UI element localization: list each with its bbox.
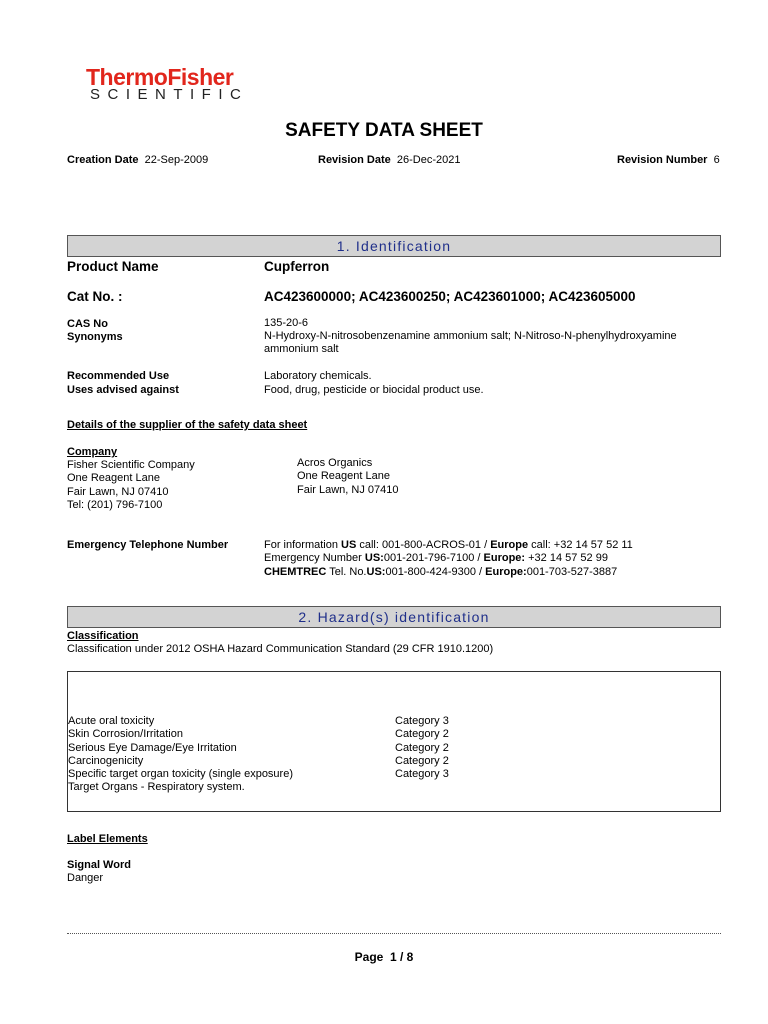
company-2-line: Acros Organics: [297, 457, 373, 469]
hazard-categories: [395, 715, 449, 781]
hazard-name: Carcinogenicity: [68, 754, 144, 767]
emergency-line-2: [264, 552, 633, 565]
uses-against-value: Food, drug, pesticide or biocidal product use.: [264, 384, 484, 396]
cas-no-value: 135-20-6: [264, 317, 309, 329]
em-bold: CHEMTREC: [264, 565, 327, 578]
signal-word-value: Danger: [67, 872, 104, 884]
em-text: Tel. No.: [326, 565, 367, 578]
em-text: call: +32 14 57 52 11: [528, 539, 633, 551]
classification-heading: Classification: [67, 630, 139, 642]
company-1-address: [67, 459, 195, 512]
em-bold: US: [341, 539, 357, 551]
revision-date-value: 26-Dec-2021: [396, 154, 461, 166]
recommended-use-label: Recommended Use: [67, 370, 170, 382]
emergency-line-3: [264, 566, 633, 579]
em-bold: Europe: [490, 539, 529, 551]
company-1-line: One Reagent Lane: [67, 472, 160, 485]
company-1-line: Fair Lawn, NJ 07410: [67, 485, 169, 498]
company-1-line: Tel: (201) 796-7100: [67, 498, 163, 511]
hazard-category: Category 3: [395, 768, 449, 781]
hazard-category: Category 2: [395, 741, 449, 754]
em-text: Emergency Number: [264, 552, 365, 565]
revision-number: [617, 154, 720, 166]
creation-date: [67, 154, 208, 166]
cat-no-label: Cat No. :: [67, 289, 123, 304]
thermofisher-logo: ThermoFisher: [86, 64, 234, 90]
scientific-logo-text: SCIENTIFIC: [90, 86, 249, 103]
synonyms-label: Synonyms: [67, 331, 123, 343]
supplier-heading: Details of the supplier of the safety data sheet: [67, 419, 308, 431]
em-text: call: 001-800-ACROS-01 /: [356, 539, 491, 551]
company-1-line: Fisher Scientific Company: [67, 459, 195, 471]
hazard-list: [68, 715, 293, 795]
cas-no-label: CAS No: [67, 318, 108, 330]
hazard-category: Category 3: [395, 715, 449, 727]
recommended-use-value: Laboratory chemicals.: [264, 370, 372, 382]
revision-date: [318, 154, 460, 166]
company-2-line: Fair Lawn, NJ 07410: [297, 483, 399, 496]
emergency-phone-label: Emergency Telephone Number: [67, 539, 229, 551]
page-value: 1 / 8: [390, 950, 414, 964]
company-2-line: One Reagent Lane: [297, 470, 390, 483]
label-elements-heading: Label Elements: [67, 833, 148, 845]
company-heading: Company: [67, 446, 118, 458]
emergency-phone-values: [264, 539, 633, 579]
product-name-value: Cupferron: [264, 259, 330, 274]
hazard-name: Specific target organ toxicity (single exposure): [68, 768, 293, 781]
section-1-heading: 1. Identification: [67, 235, 721, 257]
classification-text: Classification under 2012 OSHA Hazard Communication Standard (29 CFR 1910.1200): [67, 643, 494, 655]
footer-divider: [67, 933, 721, 934]
em-bold: US:: [366, 565, 386, 578]
hazard-name: Serious Eye Damage/Eye Irritation: [68, 741, 237, 754]
signal-word-label: Signal Word: [67, 859, 131, 871]
hazard-name: Skin Corrosion/Irritation: [68, 728, 183, 741]
em-text: 001-201-796-7100 /: [383, 552, 484, 565]
em-text: 001-800-424-9300 /: [385, 565, 486, 578]
revision-number-value: 6: [713, 154, 720, 166]
page-label: Page: [354, 950, 384, 964]
creation-date-value: 22-Sep-2009: [144, 154, 209, 166]
em-text: 001-703-527-3887: [526, 565, 618, 578]
em-bold: Europe:: [485, 565, 527, 578]
synonyms-line-2: ammonium salt: [264, 343, 339, 355]
revision-number-label: Revision Number: [617, 154, 708, 166]
document-title: SAFETY DATA SHEET: [285, 120, 483, 141]
cat-no-value: AC423600000; AC423600250; AC423601000; AC423605000: [264, 289, 636, 304]
company-2-address: [297, 457, 399, 497]
page-number: [0, 950, 768, 964]
synonyms-line-1: N-Hydroxy-N-nitrosobenzenamine ammonium salt; N-Nitroso-N-phenylhydroxyamine: [264, 330, 677, 342]
em-text: For information: [264, 539, 342, 551]
hazard-category: Category 2: [395, 728, 449, 741]
product-name-label: Product Name: [67, 259, 159, 274]
em-bold: US:: [364, 552, 384, 565]
revision-date-label: Revision Date: [318, 154, 391, 166]
em-bold: Europe:: [483, 552, 526, 565]
hazard-category: Category 2: [395, 754, 449, 767]
target-organs: Target Organs - Respiratory system.: [68, 781, 245, 794]
section-2-heading: 2. Hazard(s) identification: [67, 606, 721, 628]
hazard-name: Acute oral toxicity: [68, 715, 155, 727]
creation-date-label: Creation Date: [67, 154, 139, 166]
uses-against-label: Uses advised against: [67, 384, 179, 396]
emergency-line-1: [264, 539, 633, 552]
em-text: +32 14 57 52 99: [525, 552, 608, 565]
